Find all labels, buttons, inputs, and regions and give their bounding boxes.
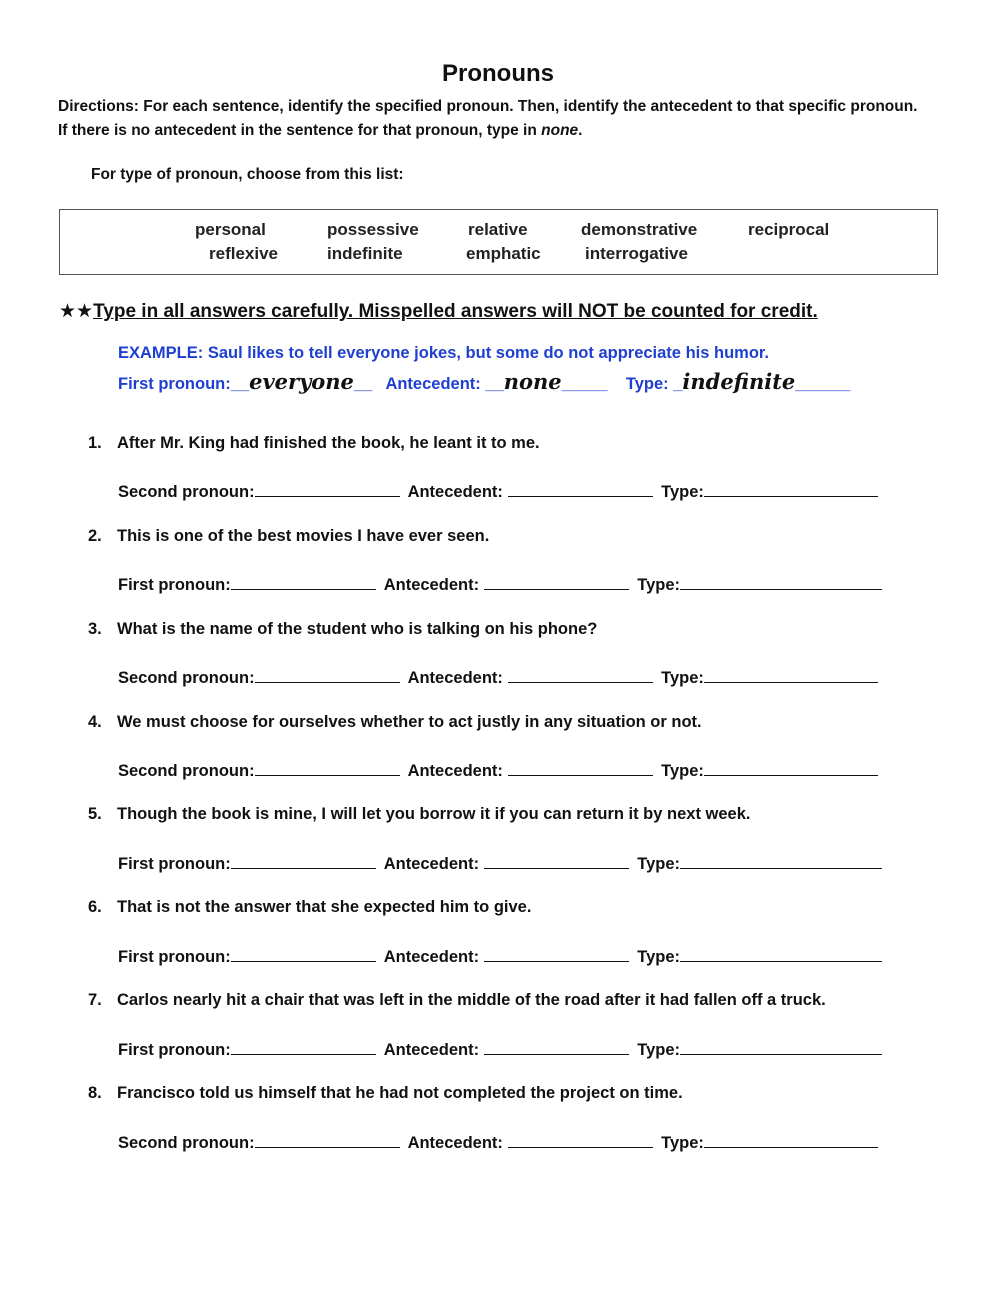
antecedent-label: Antecedent: bbox=[383, 948, 480, 966]
question-3 bbox=[88, 620, 597, 639]
antecedent-answer-input[interactable] bbox=[508, 1131, 653, 1148]
question-number: 6. bbox=[88, 898, 102, 916]
answer-row-8 bbox=[118, 1131, 882, 1153]
pronoun-answer-input[interactable] bbox=[255, 1131, 400, 1148]
question-number: 8. bbox=[88, 1084, 102, 1102]
type-answer-input[interactable] bbox=[704, 666, 878, 683]
type-label: Type: bbox=[637, 948, 681, 966]
type-answer-input[interactable] bbox=[680, 573, 882, 590]
antecedent-label: Antecedent: bbox=[407, 483, 503, 501]
example-type-answer: indefinite bbox=[682, 369, 796, 394]
question-6 bbox=[88, 898, 531, 917]
example-type-label: Type: bbox=[625, 375, 669, 393]
question-5 bbox=[88, 805, 751, 824]
antecedent-answer-input[interactable] bbox=[484, 573, 629, 590]
question-sentence: That is not the answer that she expected him to give. bbox=[117, 898, 532, 916]
type-demonstrative: demonstrative bbox=[581, 220, 698, 239]
antecedent-answer-input[interactable] bbox=[508, 759, 653, 776]
pronoun-label: Second pronoun: bbox=[118, 1134, 255, 1152]
type-label: Type: bbox=[661, 762, 704, 780]
example-antecedent-label: Antecedent: bbox=[385, 375, 481, 393]
type-label: Type: bbox=[661, 669, 704, 687]
antecedent-label: Antecedent: bbox=[383, 576, 480, 594]
type-answer-input[interactable] bbox=[680, 1038, 882, 1055]
question-sentence: This is one of the best movies I have ever seen. bbox=[117, 527, 490, 545]
question-7 bbox=[88, 991, 826, 1010]
pronoun-label: Second pronoun: bbox=[118, 483, 255, 501]
pronoun-label: First pronoun: bbox=[118, 1041, 231, 1059]
type-label: Type: bbox=[661, 483, 704, 501]
antecedent-answer-input[interactable] bbox=[508, 666, 653, 683]
question-sentence: Francisco told us himself that he had not completed the project on time. bbox=[117, 1084, 683, 1102]
question-sentence: What is the name of the student who is talking on his phone? bbox=[117, 620, 598, 638]
type-label: Type: bbox=[661, 1134, 704, 1152]
pronoun-list-intro: For type of pronoun, choose from this list: bbox=[91, 166, 404, 183]
example-sentence: EXAMPLE: Saul likes to tell everyone jokes, but some do not appreciate his humor. bbox=[118, 344, 769, 362]
directions-line-1: Directions: For each sentence, identify the specified pronoun. Then, identify the antecedent to that specific pronoun. bbox=[58, 98, 918, 115]
type-answer-input[interactable] bbox=[704, 1131, 878, 1148]
warning-text: Type in all answers carefully. Misspelled answers will NOT be counted for credit. bbox=[93, 301, 818, 322]
question-sentence: Carlos nearly hit a chair that was left in the middle of the road after it had fallen off a truck. bbox=[117, 991, 826, 1009]
antecedent-answer-input[interactable] bbox=[508, 480, 653, 497]
pronoun-answer-input[interactable] bbox=[231, 573, 376, 590]
antecedent-answer-input[interactable] bbox=[484, 852, 629, 869]
type-reciprocal: reciprocal bbox=[748, 220, 830, 239]
pronoun-label: First pronoun: bbox=[118, 855, 231, 873]
pronoun-type-list-box bbox=[59, 209, 938, 275]
type-label: Type: bbox=[637, 1041, 681, 1059]
type-relative: relative bbox=[468, 220, 528, 239]
question-sentence: Though the book is mine, I will let you borrow it if you can return it by next week. bbox=[117, 805, 751, 823]
directions bbox=[58, 95, 958, 143]
pronoun-answer-input[interactable] bbox=[255, 480, 400, 497]
example-antecedent-answer: none bbox=[503, 369, 562, 394]
question-sentence: We must choose for ourselves whether to act justly in any situation or not. bbox=[117, 713, 702, 731]
antecedent-answer-input[interactable] bbox=[484, 1038, 629, 1055]
example-pronoun-label: First pronoun: bbox=[118, 375, 231, 393]
antecedent-label: Antecedent: bbox=[407, 1134, 503, 1152]
type-answer-input[interactable] bbox=[680, 945, 882, 962]
question-8 bbox=[88, 1084, 683, 1103]
answer-row-6 bbox=[118, 945, 886, 967]
type-emphatic: emphatic bbox=[466, 244, 541, 263]
directions-none-emphasis: none bbox=[541, 122, 579, 139]
type-label: Type: bbox=[637, 576, 681, 594]
answer-row-5 bbox=[118, 852, 886, 874]
directions-line-2-start: If there is no antecedent in the sentence for that pronoun, type in bbox=[58, 122, 542, 139]
question-2 bbox=[88, 527, 489, 546]
question-4 bbox=[88, 713, 702, 732]
answer-row-3 bbox=[118, 666, 882, 688]
question-number: 1. bbox=[88, 434, 102, 452]
type-answer-input[interactable] bbox=[680, 852, 882, 869]
question-sentence: After Mr. King had finished the book, he leant it to me. bbox=[117, 434, 540, 452]
example-pronoun-answer: everyone bbox=[249, 369, 354, 394]
star-icon: ★★ bbox=[59, 301, 94, 322]
type-personal: personal bbox=[195, 220, 266, 239]
answer-row-4 bbox=[118, 759, 882, 781]
example-answer-line: First pronoun:__everyone__ Antecedent: __none_____ Type: _indefinite______ bbox=[118, 369, 851, 394]
pronoun-answer-input[interactable] bbox=[231, 852, 376, 869]
pronoun-answer-input[interactable] bbox=[231, 1038, 376, 1055]
page-title: Pronouns bbox=[442, 60, 554, 87]
pronoun-label: First pronoun: bbox=[118, 948, 231, 966]
type-interrogative: interrogative bbox=[585, 244, 688, 263]
type-possessive: possessive bbox=[327, 220, 419, 239]
type-answer-input[interactable] bbox=[704, 759, 878, 776]
question-number: 5. bbox=[88, 805, 102, 823]
question-number: 4. bbox=[88, 713, 102, 731]
antecedent-answer-input[interactable] bbox=[484, 945, 629, 962]
pronoun-label: First pronoun: bbox=[118, 576, 231, 594]
question-number: 2. bbox=[88, 527, 102, 545]
question-number: 7. bbox=[88, 991, 102, 1009]
answer-row-1 bbox=[118, 480, 882, 502]
antecedent-label: Antecedent: bbox=[407, 762, 503, 780]
type-answer-input[interactable] bbox=[704, 480, 878, 497]
antecedent-label: Antecedent: bbox=[407, 669, 503, 687]
directions-line-2-end: . bbox=[578, 122, 583, 139]
pronoun-answer-input[interactable] bbox=[231, 945, 376, 962]
directions-line-2 bbox=[58, 119, 958, 143]
pronoun-label: Second pronoun: bbox=[118, 762, 255, 780]
question-1 bbox=[88, 434, 540, 453]
type-indefinite: indefinite bbox=[327, 244, 403, 263]
spelling-warning bbox=[59, 300, 818, 323]
answer-row-7 bbox=[118, 1038, 886, 1060]
antecedent-label: Antecedent: bbox=[383, 1041, 480, 1059]
type-label: Type: bbox=[637, 855, 681, 873]
answer-row-2 bbox=[118, 573, 886, 595]
antecedent-label: Antecedent: bbox=[383, 855, 480, 873]
question-number: 3. bbox=[88, 620, 102, 638]
pronoun-answer-input[interactable] bbox=[255, 759, 400, 776]
pronoun-label: Second pronoun: bbox=[118, 669, 255, 687]
type-reflexive: reflexive bbox=[209, 244, 278, 263]
pronoun-answer-input[interactable] bbox=[255, 666, 400, 683]
